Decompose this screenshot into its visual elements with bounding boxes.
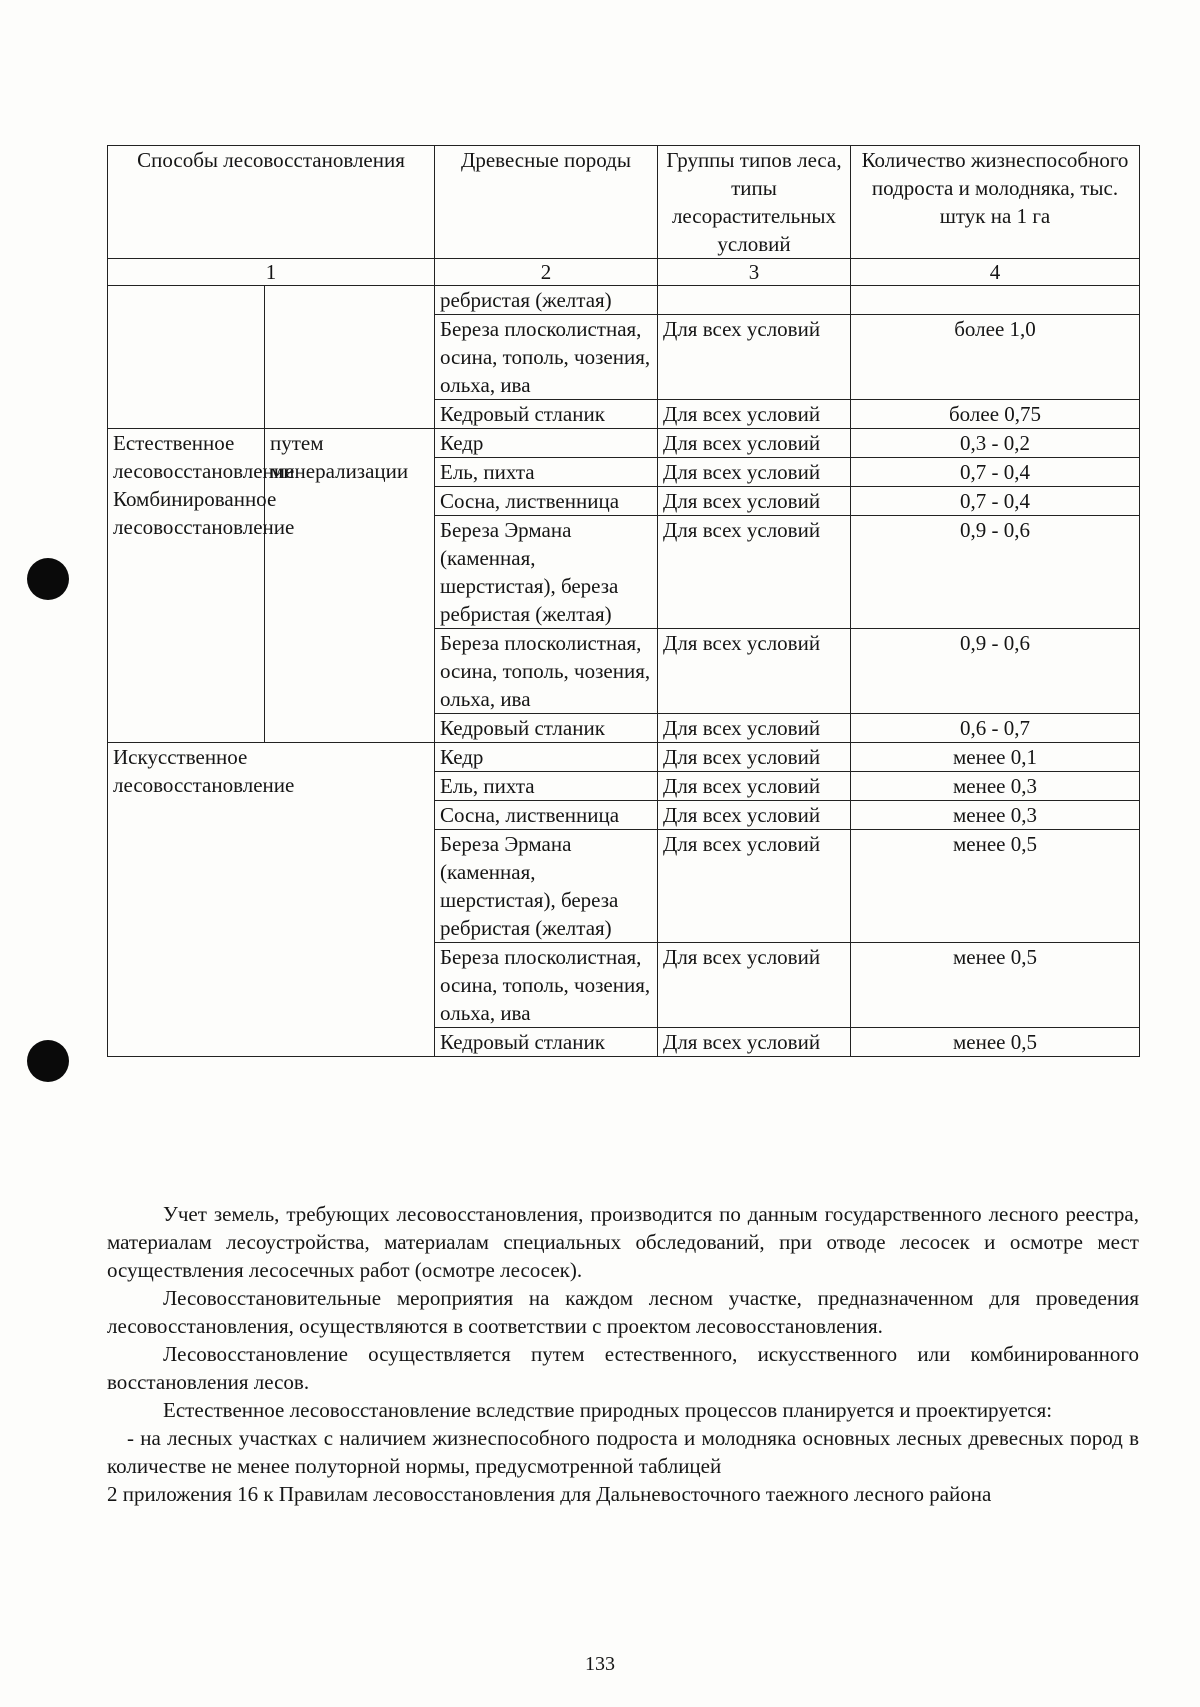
submethod-cell-empty xyxy=(265,286,435,429)
species-cell: Береза плосколистная, осина, тополь, чозения, ольха, ива xyxy=(435,943,658,1028)
paragraph-list-item: - на лесных участках с наличием жизнеспособного подроста и молодняка основных лесных древесных пород в количестве не менее полуторной нормы, предусмотренной таблицей xyxy=(107,1426,1139,1478)
method-cell-combined: Естественное лесовосстановление Комбинированное лесовосстановление xyxy=(108,429,265,743)
header-forest-types: Группы типов леса, типы лесорастительных условий xyxy=(658,146,851,259)
quantity-cell: менее 0,3 xyxy=(851,772,1140,801)
table-row xyxy=(108,286,1140,315)
reforestation-table xyxy=(107,145,1140,1057)
quantity-cell: менее 0,5 xyxy=(851,1028,1140,1057)
species-cell: Ель, пихта xyxy=(435,772,658,801)
condition-cell: Для всех условий xyxy=(658,429,851,458)
quantity-cell: менее 0,3 xyxy=(851,801,1140,830)
quantity-cell: менее 0,5 xyxy=(851,943,1140,1028)
quantity-cell: менее 0,5 xyxy=(851,830,1140,943)
table-header-row xyxy=(108,146,1140,259)
condition-cell: Для всех условий xyxy=(658,1028,851,1057)
species-cell: Кедровый стланик xyxy=(435,1028,658,1057)
quantity-cell: более 0,75 xyxy=(851,400,1140,429)
header-methods: Способы лесовосстановления xyxy=(108,146,435,259)
species-cell: Кедр xyxy=(435,429,658,458)
quantity-cell: 0,7 - 0,4 xyxy=(851,458,1140,487)
condition-cell: Для всех условий xyxy=(658,487,851,516)
quantity-cell xyxy=(851,286,1140,315)
submethod-cell: путем минерализации xyxy=(265,429,435,743)
body-text xyxy=(107,1200,1139,1508)
condition-cell: Для всех условий xyxy=(658,315,851,400)
quantity-cell: 0,3 - 0,2 xyxy=(851,429,1140,458)
punch-hole-bottom xyxy=(27,1040,69,1082)
col-number-1: 1 xyxy=(108,259,435,286)
quantity-cell: 0,9 - 0,6 xyxy=(851,629,1140,714)
condition-cell: Для всех условий xyxy=(658,772,851,801)
condition-cell: Для всех условий xyxy=(658,458,851,487)
species-cell: Кедровый стланик xyxy=(435,714,658,743)
condition-cell: Для всех условий xyxy=(658,801,851,830)
species-cell: Береза плосколистная, осина, тополь, чозения, ольха, ива xyxy=(435,629,658,714)
species-cell: Ель, пихта xyxy=(435,458,658,487)
method-cell-artificial: Искусственное лесовосстановление xyxy=(108,743,435,1057)
species-cell: Береза Эрмана (каменная, шерстистая), береза ребристая (желтая) xyxy=(435,516,658,629)
quantity-cell: более 1,0 xyxy=(851,315,1140,400)
condition-cell: Для всех условий xyxy=(658,516,851,629)
species-cell: Береза Эрмана (каменная, шерстистая), береза ребристая (желтая) xyxy=(435,830,658,943)
table-row xyxy=(108,743,1140,772)
quantity-cell: 0,7 - 0,4 xyxy=(851,487,1140,516)
condition-cell: Для всех условий xyxy=(658,714,851,743)
paragraph-continuation: 2 приложения 16 к Правилам лесовосстановления для Дальневосточного таежного лесного района xyxy=(107,1482,992,1506)
quantity-cell: менее 0,1 xyxy=(851,743,1140,772)
species-cell: Сосна, лиственница xyxy=(435,801,658,830)
species-cell: Кедр xyxy=(435,743,658,772)
header-quantity: Количество жизнеспособного подроста и молодняка, тыс. штук на 1 га xyxy=(851,146,1140,259)
page-number: 133 xyxy=(585,1653,615,1675)
species-cell: Береза плосколистная, осина, тополь, чозения, ольха, ива xyxy=(435,315,658,400)
species-cell: Кедровый стланик xyxy=(435,400,658,429)
condition-cell xyxy=(658,286,851,315)
punch-hole-top xyxy=(27,558,69,600)
paragraph-natural: Естественное лесовосстановление вследствие природных процессов планируется и проектируется: xyxy=(163,1398,1053,1422)
condition-cell: Для всех условий xyxy=(658,743,851,772)
method-cell-empty xyxy=(108,286,265,429)
condition-cell: Для всех условий xyxy=(658,943,851,1028)
condition-cell: Для всех условий xyxy=(658,629,851,714)
col-number-3: 3 xyxy=(658,259,851,286)
header-species: Древесные породы xyxy=(435,146,658,259)
species-cell: Сосна, лиственница xyxy=(435,487,658,516)
column-number-row xyxy=(108,259,1140,286)
quantity-cell: 0,6 - 0,7 xyxy=(851,714,1140,743)
col-number-2: 2 xyxy=(435,259,658,286)
paragraph-land-accounting: Учет земель, требующих лесовосстановления, производится по данным государственного лесного реестра, материалам лесоустройства, материалам специальных обследований, при отводе лесосек и осмотре мест осуществления лесосечных работ (осмотре лесосек). xyxy=(107,1202,1139,1282)
col-number-4: 4 xyxy=(851,259,1140,286)
paragraph-measures: Лесовосстановительные мероприятия на каждом лесном участке, предназначенном для проведения лесовосстановления, осуществляются в соответствии с проектом лесовосстановления. xyxy=(107,1286,1139,1338)
table-row xyxy=(108,429,1140,458)
paragraph-methods: Лесовосстановление осуществляется путем естественного, искусственного или комбинированного восстановления лесов. xyxy=(107,1342,1139,1394)
species-cell: ребристая (желтая) xyxy=(435,286,658,315)
condition-cell: Для всех условий xyxy=(658,400,851,429)
quantity-cell: 0,9 - 0,6 xyxy=(851,516,1140,629)
condition-cell: Для всех условий xyxy=(658,830,851,943)
